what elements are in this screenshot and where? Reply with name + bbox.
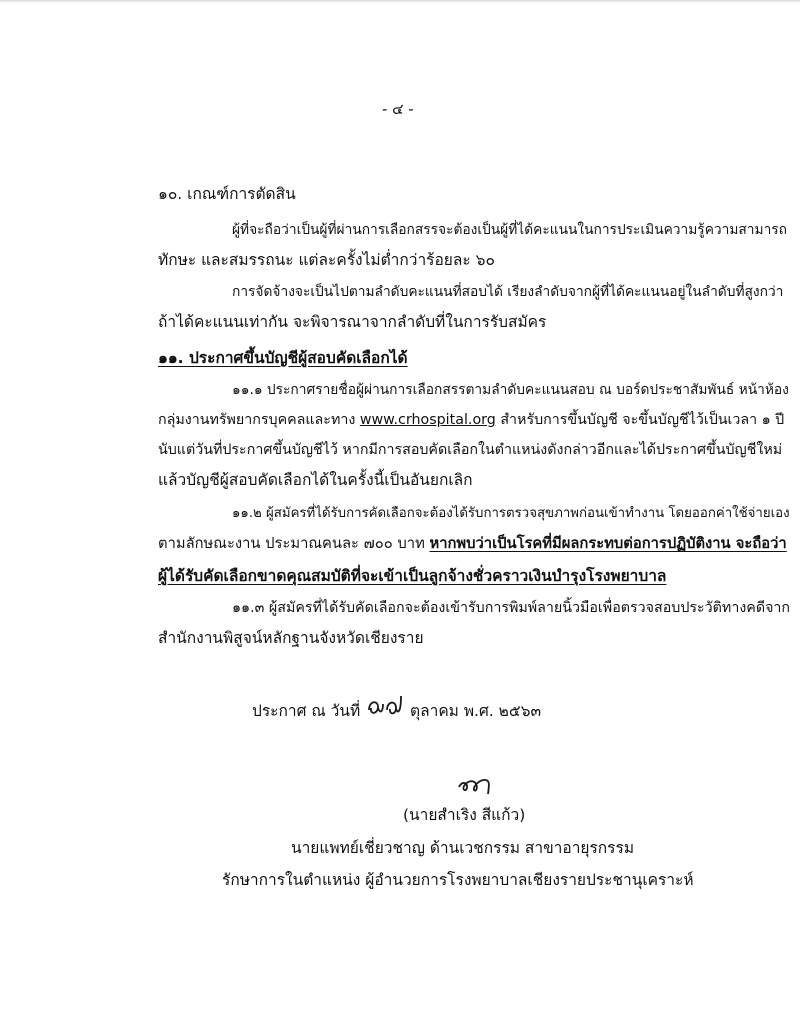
handwritten-day [365,688,405,727]
signatory-position: นายแพทย์เชี่ยวชาญ ด้านเวชกรรม สาขาอายุรกรรม [291,839,635,857]
section-11-1-line1: ๑๑.๑ ประกาศรายชื่อผู้ผ่านการเลือกสรรตามลำดับคะแนนสอบ ณ บอร์ดประชาสัมพันธ์ หน้าห้อง [232,382,789,398]
scan-edge [0,0,800,3]
section-11-1-line2-start: กลุ่มงานทรัพยากรบุคคลและทาง [158,412,356,428]
section-11-1-line2 [158,410,784,430]
announcement-prefix: ประกาศ ณ วันที่ [252,702,361,720]
section-11-2-line2 [158,534,787,554]
section-10-para1-line1: ผู้ที่จะถือว่าเป็นผู้ที่ผ่านการเลือกสรรจะต้องเป็นผู้ที่ได้คะแนนในการประเมินความรู้ความสามารถ [232,222,788,238]
section-11-2-warning-end: ผู้ได้รับคัดเลือกขาดคุณสมบัติที่จะเข้าเป็นลูกจ้างชั่วคราวเงินบำรุงโรงพยาบาล [158,567,667,585]
section-11-2-line2-start: ตามลักษณะงาน ประมาณคนละ ๗๐๐ บาท [158,535,425,552]
section-11-heading: ๑๑. ประกาศขึ้นบัญชีผู้สอบคัดเลือกได้ [158,349,408,367]
section-10-heading: ๑๐. เกณฑ์การตัดสิน [158,185,296,203]
section-10-para2-line1: การจัดจ้างจะเป็นไปตามลำดับคะแนนที่สอบได้ เรียงลำดับจากผู้ที่ได้คะแนนอยู่ในลำดับที่สูงกว่า [232,284,784,300]
announcement-suffix: ตุลาคม พ.ศ. ๒๕๖๓ [410,702,542,720]
section-10-para2-line2: ถ้าได้คะแนนเท่ากัน จะพิจารณาจากลำดับที่ในการรับสมัคร [158,313,547,331]
section-11-3-line2: สำนักงานพิสูจน์หลักฐานจังหวัดเชียงราย [158,629,424,647]
section-11-2-warning-start: หากพบว่าเป็นโรคที่มีผลกระทบต่อการปฏิบัติงาน จะถือว่า [429,535,787,552]
signatory-name: (นายสำเริง สีแก้ว) [403,806,526,824]
announcement-date [252,688,541,727]
section-10-para1-line2: ทักษะ และสมรรถนะ แต่ละครั้งไม่ต่ำกว่าร้อยละ ๖๐ [158,251,495,269]
signature-mark [456,772,496,804]
signatory-acting-role: รักษาการในตำแหน่ง ผู้อำนวยการโรงพยาบาลเชียงรายประชานุเคราะห์ [222,871,694,889]
section-11-2-line1: ๑๑.๒ ผู้สมัครที่ได้รับการคัดเลือกจะต้องได้รับการตรวจสุขภาพก่อนเข้าทำงาน โดยออกค่าใช้จ่ายเอง [232,506,790,521]
handwritten-day-mark [365,688,405,722]
page-number: - ๔ - [382,100,414,118]
section-11-1-line4: แล้วบัญชีผู้สอบคัดเลือกได้ในครั้งนี้เป็นอันยกเลิก [158,471,473,489]
section-11-3-line1: ๑๑.๓ ผู้สมัครที่ได้รับคัดเลือกจะต้องเข้ารับการพิมพ์ลายนิ้วมือเพื่อตรวจสอบประวัติทางคดีจาก [232,600,791,616]
section-11-1-line3: นับแต่วันที่ประกาศขึ้นบัญชีไว้ หากมีการสอบคัดเลือกในตำแหน่งดังกล่าวอีกและได้ประกาศขึ้นบัญชีใหม่ [158,442,783,458]
crhospital-website-link[interactable]: www.crhospital.org [359,412,496,428]
section-11-1-line2-end: สำหรับการขึ้นบัญชี จะขึ้นบัญชีไว้เป็นเวลา ๑ ปี [500,412,785,428]
